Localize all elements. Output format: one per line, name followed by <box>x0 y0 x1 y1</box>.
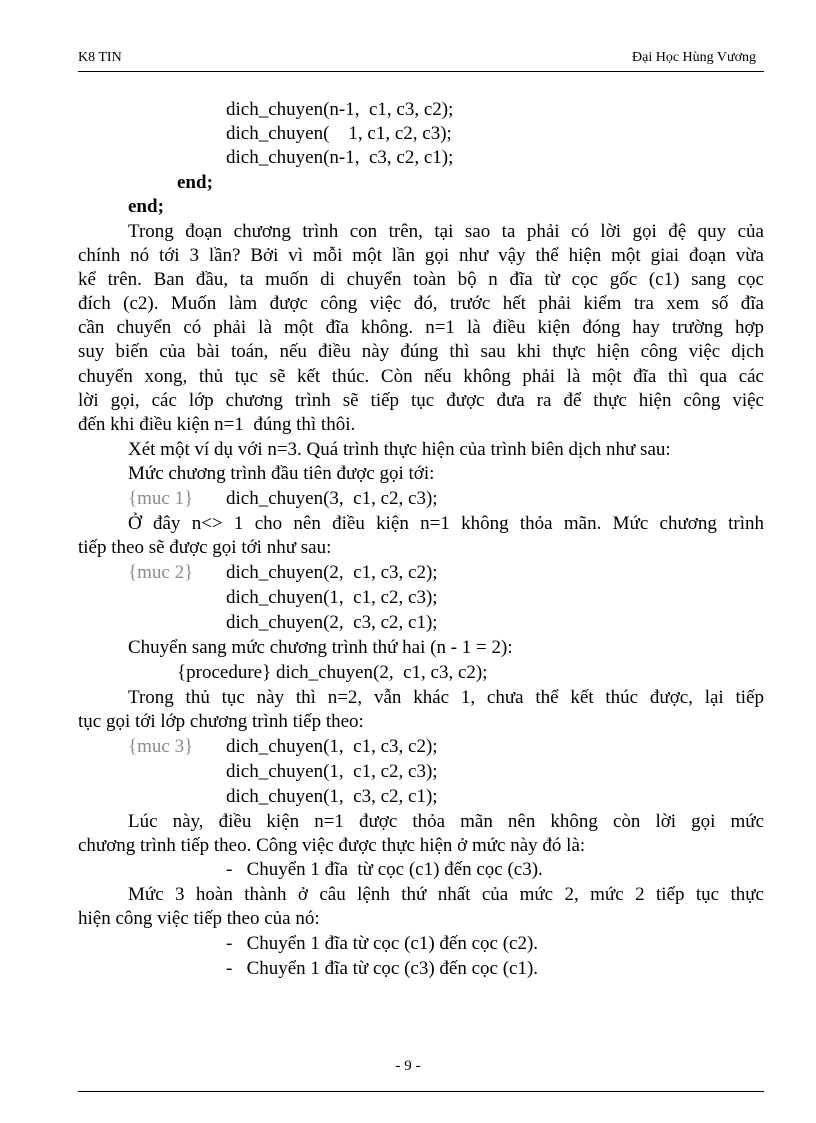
paragraph-line: chương trình tiếp theo. Công việc được thực hiện ở mức này đó là: <box>78 835 586 856</box>
bullet-item: - Chuyển 1 đĩa từ cọc (c1) đến cọc (c3). <box>226 859 543 880</box>
code-line: dich_chuyen(1, c1, c3, c2); <box>226 736 438 757</box>
paragraph-line: Trong đoạn chương trình con trên, tại sao ta phải có lời gọi đệ quy của <box>128 221 764 242</box>
paragraph-line: cần chuyển có phải là một đĩa không. n=1 là điều kiện đóng hay trường hợp <box>78 317 764 338</box>
paragraph-line: chính nó tới 3 lần? Bởi vì mỗi một lần gọi như vậy thể hiện một giai đoạn vừa <box>78 245 764 266</box>
code-end-inner: end; <box>177 172 213 193</box>
header-left: K8 TIN <box>78 50 122 65</box>
paragraph-line: đến khi điều kiện n=1 đúng thì thôi. <box>78 414 356 435</box>
code-line: dich_chuyen(1, c1, c2, c3); <box>226 587 438 608</box>
paragraph-line: Trong thủ tục này thì n=2, vẫn khác 1, chưa thể kết thúc được, lại tiếp <box>128 687 764 708</box>
code-line: {procedure} dich_chuyen(2, c1, c3, c2); <box>177 662 488 683</box>
code-line: dich_chuyen(2, c1, c3, c2); <box>226 562 438 583</box>
paragraph-line: Mức chương trình đầu tiên được gọi tới: <box>128 463 435 484</box>
paragraph-line: tiếp theo sẽ được gọi tới như sau: <box>78 537 332 558</box>
code-line: dich_chuyen(1, c3, c2, c1); <box>226 786 438 807</box>
paragraph-line: Ở đây n<> 1 cho nên điều kiện n=1 không thỏa mãn. Mức chương trình <box>128 513 764 534</box>
paragraph-line: Mức 3 hoàn thành ở câu lệnh thứ nhất của mức 2, mức 2 tiếp tục thực <box>128 884 764 905</box>
level-label: {muc 2} <box>128 562 194 583</box>
code-line: dich_chuyen(n-1, c1, c3, c2); <box>226 99 454 120</box>
code-line: dich_chuyen( 1, c1, c2, c3); <box>226 123 452 144</box>
paragraph-line: chuyển xong, thủ tục sẽ kết thúc. Còn nếu không phải là một đĩa thì qua các <box>78 366 764 387</box>
paragraph-line: Lúc này, điều kiện n=1 được thỏa mãn nên không còn lời gọi mức <box>128 811 764 832</box>
footer-rule <box>78 1091 764 1092</box>
bullet-item: - Chuyển 1 đĩa từ cọc (c1) đến cọc (c2). <box>226 933 539 954</box>
paragraph-line: tục gọi tới lớp chương trình tiếp theo: <box>78 711 364 732</box>
code-line: dich_chuyen(2, c3, c2, c1); <box>226 612 438 633</box>
level-label: {muc 3} <box>128 736 194 757</box>
paragraph-line: Chuyển sang mức chương trình thứ hai (n - 1 = 2): <box>128 637 513 658</box>
paragraph-line: lời gọi, các lớp chương trình sẽ tiếp tục được đưa ra để thực hiện công việc <box>78 390 764 411</box>
paragraph-line: suy biến của bài toán, nếu điều này đúng thì sau khi thực hiện công việc dịch <box>78 341 764 362</box>
paragraph-line: Xét một ví dụ với n=3. Quá trình thực hiện của trình biên dịch như sau: <box>128 439 671 460</box>
code-line: dich_chuyen(n-1, c3, c2, c1); <box>226 147 454 168</box>
code-end-outer: end; <box>128 196 164 217</box>
bullet-item: - Chuyển 1 đĩa từ cọc (c3) đến cọc (c1). <box>226 958 539 979</box>
code-line: dich_chuyen(3, c1, c2, c3); <box>226 488 438 509</box>
page-number: - 9 - <box>395 1058 421 1074</box>
header-rule <box>78 71 764 72</box>
code-line: dich_chuyen(1, c1, c2, c3); <box>226 761 438 782</box>
level-label: {muc 1} <box>128 488 194 509</box>
paragraph-line: đích (c2). Muốn làm được công việc đó, trước hết phải kiểm tra xem số đĩa <box>78 293 764 314</box>
paragraph-line: kể trên. Ban đầu, ta muốn di chuyển toàn bộ n đĩa từ cọc gốc (c1) sang cọc <box>78 269 764 290</box>
header-right: Đại Học Hùng Vương <box>632 50 756 65</box>
paragraph-line: hiện công việc tiếp theo của nó: <box>78 908 320 929</box>
